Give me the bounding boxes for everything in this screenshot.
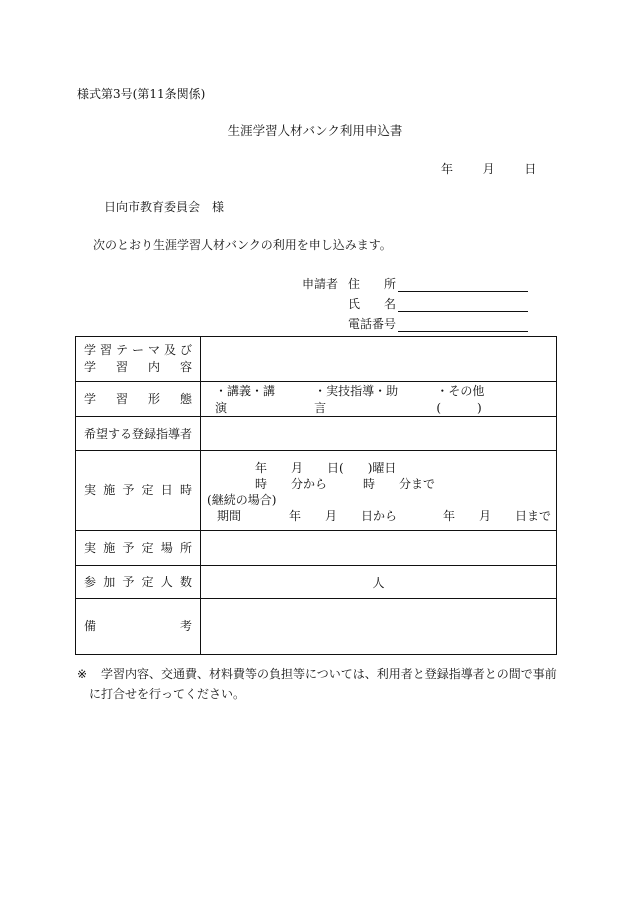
schedule-label: 実施予定日時 [84, 483, 193, 497]
format-options-cell[interactable] [201, 382, 557, 417]
format-label: 学習形態 [84, 391, 193, 406]
format-option-practical[interactable]: ・実技指導・助言 [314, 384, 399, 415]
date-month: 月 [482, 162, 495, 176]
footnote-line2: に打合せを行ってください。 [89, 687, 246, 701]
format-options [201, 382, 556, 416]
footnote-mark: ※ [77, 667, 88, 681]
intro-text: 次のとおり生涯学習人材バンクの利用を申し込みます。 [93, 238, 392, 252]
format-option-other[interactable]: ・その他( ) [436, 384, 485, 415]
schedule-date-line: 年 月 日( )曜日 [255, 461, 397, 475]
format-option-lecture[interactable]: ・講義・講演 [215, 384, 276, 415]
remarks-label-cell [76, 599, 201, 655]
date-line [441, 160, 536, 177]
table-row [76, 566, 557, 599]
instructor-label: 希望する登録指導者 [84, 427, 193, 441]
name-label: 氏 名 [348, 297, 396, 311]
schedule-content [201, 451, 556, 530]
applicant-address-row [302, 272, 528, 292]
table-row [76, 531, 557, 566]
schedule-label-cell [76, 451, 201, 531]
phone-label: 電話番号 [348, 317, 397, 331]
name-field[interactable] [398, 297, 528, 312]
remarks-input-cell[interactable] [201, 599, 557, 655]
applicant-phone-row [302, 312, 528, 332]
footnote [77, 664, 557, 704]
venue-label-cell [76, 531, 201, 566]
theme-input-cell[interactable] [201, 337, 557, 382]
remarks-label: 備考 [84, 619, 193, 633]
instructor-input-cell[interactable] [201, 417, 557, 451]
instructor-label-cell [76, 417, 201, 451]
table-row [76, 337, 557, 382]
document-title: 生涯学習人材バンク利用申込書 [227, 123, 403, 138]
schedule-period-end: 年 月 日まで [443, 509, 552, 523]
applicant-name-row [302, 292, 528, 312]
date-day: 日 [524, 162, 537, 176]
theme-label-cell [76, 337, 201, 382]
theme-label-line1: 学習テーマ及び [84, 343, 193, 357]
phone-field[interactable] [398, 317, 528, 332]
participants-label-cell [76, 566, 201, 599]
addressee: 日向市教育委員会 様 [104, 200, 225, 214]
schedule-continuous-note: (継続の場合) [207, 493, 277, 507]
participants-input-cell[interactable] [201, 566, 557, 599]
footnote-line1: 学習内容、交通費、材料費等の負担等については、利用者と登録指導者との間で事前 [101, 667, 557, 681]
theme-label-line2: 学習内容 [84, 360, 193, 374]
date-year: 年 [441, 162, 454, 176]
applicant-prefix: 申請者 [302, 277, 339, 291]
table-row [76, 382, 557, 417]
table-row [76, 599, 557, 655]
venue-label: 実施予定場所 [84, 540, 193, 555]
address-field[interactable] [398, 277, 528, 292]
venue-input-cell[interactable] [201, 531, 557, 566]
schedule-period-start: 期間 年 月 日から [217, 509, 398, 523]
footnote-line1-row [77, 664, 557, 684]
schedule-time-line: 時 分から 時 分まで [255, 477, 436, 491]
format-label-cell [76, 382, 201, 417]
participants-label: 参加予定人数 [84, 574, 193, 589]
applicant-block [302, 272, 528, 332]
table-row [76, 417, 557, 451]
table-row [76, 451, 557, 531]
schedule-cell[interactable] [201, 451, 557, 531]
participants-unit: 人 [372, 575, 385, 590]
form-number: 様式第3号(第11条関係) [77, 87, 206, 101]
address-label: 住 所 [348, 277, 396, 291]
application-table [75, 336, 557, 655]
